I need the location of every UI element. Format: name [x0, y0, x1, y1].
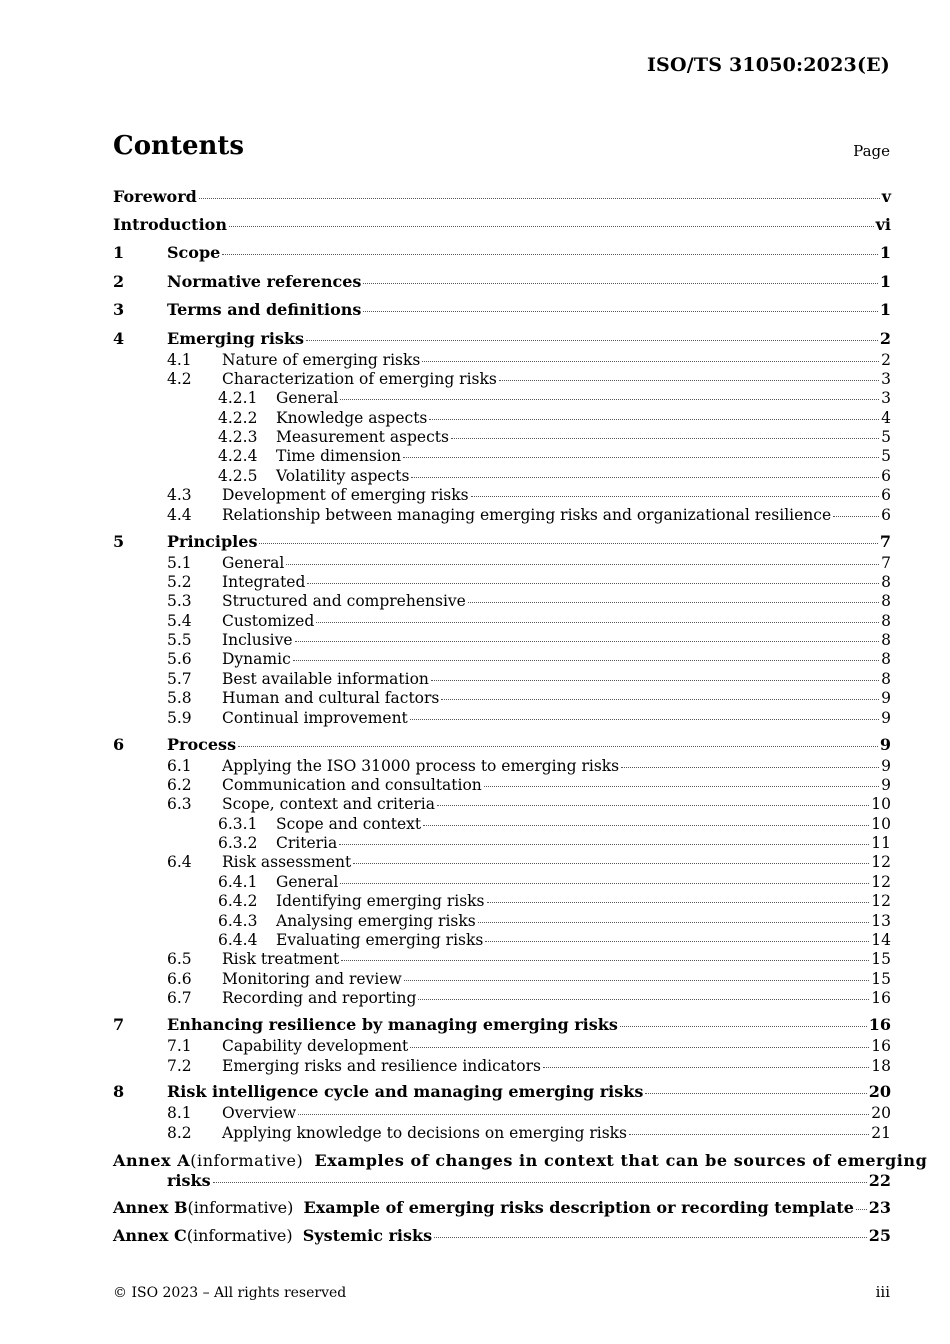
toc-entry-title[interactable]: Enhancing resilience by managing emerging risks [167, 1015, 618, 1035]
toc-entry-title[interactable]: Knowledge aspects [276, 408, 428, 427]
annex-label: Annex C [113, 1225, 187, 1245]
toc-entry[interactable] [113, 592, 891, 611]
toc-entry-number: 7 [113, 1015, 125, 1035]
toc-entry[interactable] [113, 1037, 891, 1056]
toc-entry[interactable] [113, 370, 891, 389]
toc-entry[interactable] [113, 409, 891, 428]
toc-entry-page[interactable]: 12 [871, 853, 891, 872]
dot-leader [410, 1046, 869, 1048]
toc-entry-title[interactable]: Emerging risks and resilience indicators [222, 1056, 541, 1075]
toc-entry-title[interactable]: Analysing emerging risks [276, 911, 476, 930]
toc-entry-page[interactable]: 20 [871, 1104, 891, 1123]
toc-entry-title[interactable]: Identifying emerging risks [276, 892, 485, 911]
page-column-label: Page [853, 142, 890, 160]
dot-leader [468, 601, 879, 603]
toc-entry-page[interactable]: 3 [881, 389, 891, 408]
dot-leader [298, 1113, 869, 1115]
toc-entry-title[interactable]: Volatility aspects [276, 466, 410, 485]
toc-entry-number: 6.2 [167, 775, 192, 794]
toc-entry-page[interactable]: 8 [881, 592, 891, 611]
toc-entry-number: 6.4.2 [218, 892, 258, 911]
dot-leader [199, 197, 880, 199]
dot-leader [423, 824, 869, 826]
dot-leader [484, 785, 879, 787]
toc-entry[interactable] [113, 467, 891, 486]
toc-entry-page[interactable]: 8 [881, 650, 891, 669]
toc-entry-page[interactable]: 1 [879, 243, 891, 262]
dot-leader [307, 582, 879, 584]
annex-type: (informative) [187, 1198, 294, 1218]
toc-entry-page[interactable]: 8 [881, 611, 891, 630]
toc-entry[interactable] [113, 873, 891, 892]
dot-leader [441, 698, 879, 700]
toc-entry-title[interactable]: Scope [167, 243, 221, 262]
toc-entry-number: 6.3 [167, 795, 192, 814]
toc-entry-number: 5.5 [167, 631, 192, 650]
toc-entry[interactable] [113, 853, 891, 872]
dot-leader [286, 563, 879, 565]
dot-leader [222, 253, 878, 255]
toc-entry[interactable] [113, 208, 891, 237]
dot-leader [410, 718, 879, 720]
toc-entry-title[interactable]: Risk intelligence cycle and managing emerging risks [167, 1082, 644, 1102]
dot-leader [259, 542, 877, 544]
toc-entry-page[interactable]: 12 [871, 892, 891, 911]
toc-entry-page[interactable]: 8 [881, 669, 891, 688]
toc-entry[interactable] [113, 389, 891, 408]
toc-entry-number: 6.1 [167, 756, 192, 775]
toc-entry[interactable] [113, 776, 891, 795]
toc-entry-title[interactable]: Integrated [222, 572, 306, 591]
toc-entry[interactable] [113, 486, 891, 505]
toc-entry-title[interactable]: Terms and definitions [167, 300, 362, 319]
dot-leader [471, 495, 880, 497]
dot-leader [213, 1181, 867, 1183]
toc-entry-page[interactable]: 5 [881, 428, 891, 447]
toc-entry[interactable] [113, 573, 891, 592]
toc-entry-number: 6.3.1 [218, 814, 258, 833]
toc-entry-page[interactable]: 2 [879, 328, 891, 348]
annex-title[interactable]: Systemic risks [302, 1225, 433, 1245]
dot-leader [429, 418, 879, 420]
toc-entry-number: 4.1 [167, 350, 192, 369]
page-title: Contents [113, 131, 245, 161]
toc-entry-number: 5 [113, 531, 125, 551]
toc-entry-number: 6.7 [167, 989, 192, 1008]
dot-leader [341, 959, 869, 961]
toc-entry[interactable] [113, 1057, 891, 1076]
dot-leader [499, 379, 879, 381]
toc-entry-page[interactable]: 9 [879, 734, 891, 754]
toc-entry[interactable] [113, 1076, 891, 1105]
dot-leader [833, 515, 879, 517]
dot-leader [411, 476, 879, 478]
dot-leader [229, 225, 874, 227]
toc-entry-page[interactable]: 10 [871, 814, 891, 833]
toc-entry-number: 8 [113, 1082, 125, 1102]
toc-entry-number: 4 [113, 328, 125, 348]
toc-entry[interactable] [113, 650, 891, 669]
toc-entry-page[interactable]: 16 [871, 989, 891, 1008]
toc-entry[interactable] [113, 757, 891, 776]
toc-entry-number: 6.4.4 [218, 931, 258, 950]
toc-entry-page[interactable]: 6 [881, 466, 891, 485]
toc-entry[interactable] [113, 185, 891, 208]
toc-entry-number: 6.6 [167, 969, 192, 988]
dot-leader [306, 339, 878, 341]
toc-entry-page[interactable]: 9 [881, 756, 891, 775]
toc-entry-number: 1 [113, 243, 125, 262]
toc-entry-title[interactable]: Emerging risks [167, 328, 304, 348]
toc-entry[interactable] [113, 428, 891, 447]
dot-leader [620, 1025, 867, 1027]
dot-leader [340, 882, 869, 884]
toc-entry-title[interactable]: Time dimension [276, 447, 402, 466]
toc-entry[interactable] [113, 950, 891, 969]
toc-entry-title[interactable]: Best available information [222, 669, 429, 688]
toc-entry-title[interactable]: Process [167, 734, 237, 754]
toc-entry-page[interactable]: 9 [881, 708, 891, 727]
dot-leader [478, 921, 870, 923]
toc-entry-page[interactable]: 12 [871, 872, 891, 891]
toc-entry-page[interactable]: 3 [881, 369, 891, 388]
table-of-contents [113, 185, 928, 1245]
annex-title-continued[interactable]: risks [167, 1170, 211, 1190]
toc-entry-title[interactable]: Inclusive [222, 631, 293, 650]
dot-leader [353, 862, 869, 864]
toc-entry-number: 5.7 [167, 669, 192, 688]
dot-leader [629, 1133, 869, 1135]
annex-type: (informative) [190, 1151, 304, 1171]
toc-entry-page[interactable]: 14 [871, 931, 891, 950]
toc-entry-number: 5.6 [167, 650, 192, 669]
toc-entry[interactable] [113, 970, 891, 989]
toc-entry[interactable] [113, 351, 891, 370]
toc-entry-page[interactable]: 7 [881, 553, 891, 572]
toc-entry-page[interactable]: 20 [868, 1082, 891, 1102]
toc-entry-number: 2 [113, 271, 125, 291]
toc-entry-title[interactable]: Principles [167, 531, 258, 551]
toc-entry-number: 5.1 [167, 553, 192, 572]
toc-entry-title[interactable]: General [222, 553, 285, 572]
annex-entry[interactable] [113, 1190, 891, 1218]
toc-entry-title[interactable]: Dynamic [222, 650, 291, 669]
annex-title[interactable]: Examples of changes in context that can be sources of emerging [314, 1151, 928, 1171]
toc-entry[interactable] [113, 795, 891, 814]
dot-leader [451, 437, 879, 439]
toc-entry-number: 8.2 [167, 1123, 192, 1142]
toc-entry-title[interactable]: Monitoring and review [222, 969, 402, 988]
toc-entry-title[interactable]: Human and cultural factors [222, 689, 440, 708]
toc-entry-number: 4.2.4 [218, 447, 258, 466]
toc-entry-page[interactable]: 21 [871, 1123, 891, 1142]
dot-leader [316, 621, 879, 623]
toc-entry[interactable] [113, 554, 891, 573]
toc-entry-number: 7.2 [167, 1056, 192, 1075]
toc-entry-page[interactable]: 10 [871, 795, 891, 814]
toc-entry-number: 7.1 [167, 1037, 192, 1056]
toc-entry[interactable] [113, 989, 891, 1008]
toc-entry[interactable] [113, 1009, 891, 1038]
toc-entry-number: 6.4 [167, 853, 192, 872]
toc-entry-title[interactable]: Risk treatment [222, 950, 340, 969]
toc-entry-title[interactable]: Capability development [222, 1037, 409, 1056]
toc-entry-title[interactable]: Evaluating emerging risks [276, 931, 484, 950]
dot-leader [293, 659, 879, 661]
toc-entry[interactable] [113, 294, 891, 323]
toc-entry[interactable] [113, 506, 891, 525]
toc-entry[interactable] [113, 1124, 891, 1143]
toc-entry-page[interactable]: vi [875, 214, 891, 234]
annex-label: Annex B [113, 1198, 188, 1218]
toc-entry-title[interactable]: Applying knowledge to decisions on emerging risks [222, 1123, 627, 1142]
toc-entry-number: 6 [113, 734, 125, 754]
dot-leader [437, 804, 869, 806]
annex-page[interactable]: 22 [868, 1170, 891, 1190]
toc-entry-number: 6.3.2 [218, 834, 258, 853]
toc-entry-title[interactable]: Risk assessment [222, 853, 352, 872]
dot-leader [339, 843, 869, 845]
toc-entry-title[interactable]: Nature of emerging risks [222, 350, 421, 369]
toc-entry-title[interactable]: General [276, 872, 339, 891]
copyright-notice: © ISO 2023 – All rights reserved [113, 1285, 347, 1301]
toc-entry-number: 5.9 [167, 708, 192, 727]
toc-entry-page[interactable]: 15 [871, 950, 891, 969]
toc-entry-number: 5.4 [167, 611, 192, 630]
toc-entry-page[interactable]: 7 [879, 531, 891, 551]
toc-entry-title[interactable]: Development of emerging risks [222, 486, 469, 505]
toc-entry-number: 6.4.1 [218, 872, 258, 891]
toc-entry-number: 4.2.2 [218, 408, 258, 427]
toc-entry-number: 8.1 [167, 1104, 192, 1123]
dot-leader [295, 640, 880, 642]
toc-entry-title[interactable]: Measurement aspects [276, 428, 449, 447]
toc-entry-title[interactable]: Applying the ISO 31000 process to emerging risks [222, 756, 620, 775]
toc-entry[interactable] [113, 265, 891, 294]
toc-entry[interactable] [113, 1104, 891, 1123]
toc-entry-page[interactable]: 8 [881, 572, 891, 591]
toc-entry[interactable] [113, 237, 891, 266]
toc-entry-page[interactable]: 5 [881, 447, 891, 466]
toc-entry-page[interactable]: 2 [881, 350, 891, 369]
toc-entry-page[interactable]: 11 [871, 834, 891, 853]
dot-leader [645, 1092, 866, 1094]
page-number: iii [875, 1283, 890, 1301]
toc-entry[interactable] [113, 709, 891, 728]
toc-entry-title[interactable]: Recording and reporting [222, 989, 417, 1008]
annex-page[interactable]: 25 [868, 1225, 891, 1245]
toc-entry[interactable] [113, 689, 891, 708]
toc-entry-number: 5.2 [167, 572, 192, 591]
toc-entry-page[interactable]: 9 [881, 689, 891, 708]
toc-entry-number: 4.2 [167, 369, 192, 388]
toc-entry[interactable] [113, 815, 891, 834]
toc-entry-title[interactable]: Customized [222, 611, 315, 630]
toc-entry-title[interactable]: Continual improvement [222, 708, 408, 727]
dot-leader [363, 310, 877, 312]
toc-entry-page[interactable]: 8 [881, 631, 891, 650]
document-id-header: ISO/TS 31050:2023(E) [646, 54, 890, 76]
toc-entry-page[interactable]: 18 [871, 1056, 891, 1075]
toc-entry-number: 4.4 [167, 505, 192, 524]
toc-entry-number: 5.3 [167, 592, 192, 611]
toc-entry-title[interactable]: Introduction [113, 214, 227, 234]
dot-leader [485, 940, 869, 942]
toc-entry-number: 4.2.1 [218, 389, 258, 408]
toc-entry-page[interactable]: 6 [881, 486, 891, 505]
toc-entry-title[interactable]: Foreword [113, 187, 197, 206]
dot-leader [422, 360, 879, 362]
dot-leader [403, 456, 879, 458]
toc-entry[interactable] [113, 892, 891, 911]
toc-entry-number: 5.8 [167, 689, 192, 708]
toc-entry[interactable] [113, 728, 891, 757]
toc-entry-page[interactable]: v [881, 187, 891, 206]
toc-entry-page[interactable]: 6 [881, 505, 891, 524]
dot-leader [856, 1208, 867, 1210]
toc-entry-page[interactable]: 1 [879, 271, 891, 291]
toc-entry-title[interactable]: Structured and comprehensive [222, 592, 466, 611]
toc-entry-title[interactable]: Overview [222, 1104, 297, 1123]
dot-leader [363, 282, 877, 284]
toc-entry-title[interactable]: Communication and consultation [222, 775, 482, 794]
toc-entry-page[interactable]: 15 [871, 969, 891, 988]
toc-entry-page[interactable]: 16 [871, 1037, 891, 1056]
dot-leader [418, 998, 869, 1000]
annex-page[interactable]: 23 [868, 1198, 891, 1218]
dot-leader [434, 1236, 867, 1238]
toc-entry-title[interactable]: Criteria [276, 834, 338, 853]
toc-entry-number: 6.4.3 [218, 911, 258, 930]
toc-entry[interactable] [113, 525, 891, 554]
toc-entry-number: 3 [113, 300, 125, 319]
toc-entry-number: 4.2.5 [218, 466, 258, 485]
toc-entry-title[interactable]: Relationship between managing emerging risks and organizational resilience [222, 505, 832, 524]
dot-leader [543, 1066, 869, 1068]
annex-type: (informative) [186, 1225, 293, 1245]
toc-entry[interactable] [113, 612, 891, 631]
toc-entry-page[interactable]: 9 [881, 775, 891, 794]
toc-entry[interactable] [113, 931, 891, 950]
toc-entry[interactable] [113, 631, 891, 650]
dot-leader [404, 979, 870, 981]
toc-entry-title[interactable]: Scope and context [276, 814, 422, 833]
toc-entry-number: 4.3 [167, 486, 192, 505]
dot-leader [340, 398, 879, 400]
annex-title[interactable]: Example of emerging risks description or recording template [303, 1198, 854, 1218]
toc-entry[interactable] [113, 834, 891, 853]
dot-leader [431, 679, 879, 681]
toc-entry-title[interactable]: General [276, 389, 339, 408]
toc-entry[interactable] [113, 912, 891, 931]
toc-entry-number: 6.5 [167, 950, 192, 969]
toc-entry-number: 4.2.3 [218, 428, 258, 447]
toc-entry-title[interactable]: Scope, context and criteria [222, 795, 436, 814]
toc-entry-page[interactable]: 16 [868, 1015, 891, 1035]
dot-leader [238, 745, 878, 747]
annex-entry[interactable] [113, 1143, 928, 1190]
toc-entry-title[interactable]: Normative references [167, 271, 362, 291]
dot-leader [621, 766, 879, 768]
toc-entry[interactable] [113, 447, 891, 466]
toc-entry-page[interactable]: 13 [871, 911, 891, 930]
toc-entry-page[interactable]: 1 [879, 300, 891, 319]
annex-label: Annex A [113, 1151, 191, 1171]
annex-entry[interactable] [113, 1218, 891, 1246]
toc-entry[interactable] [113, 670, 891, 689]
toc-entry-title[interactable]: Characterization of emerging risks [222, 369, 497, 388]
dot-leader [487, 901, 870, 903]
toc-entry[interactable] [113, 322, 891, 351]
toc-entry-page[interactable]: 4 [881, 408, 891, 427]
